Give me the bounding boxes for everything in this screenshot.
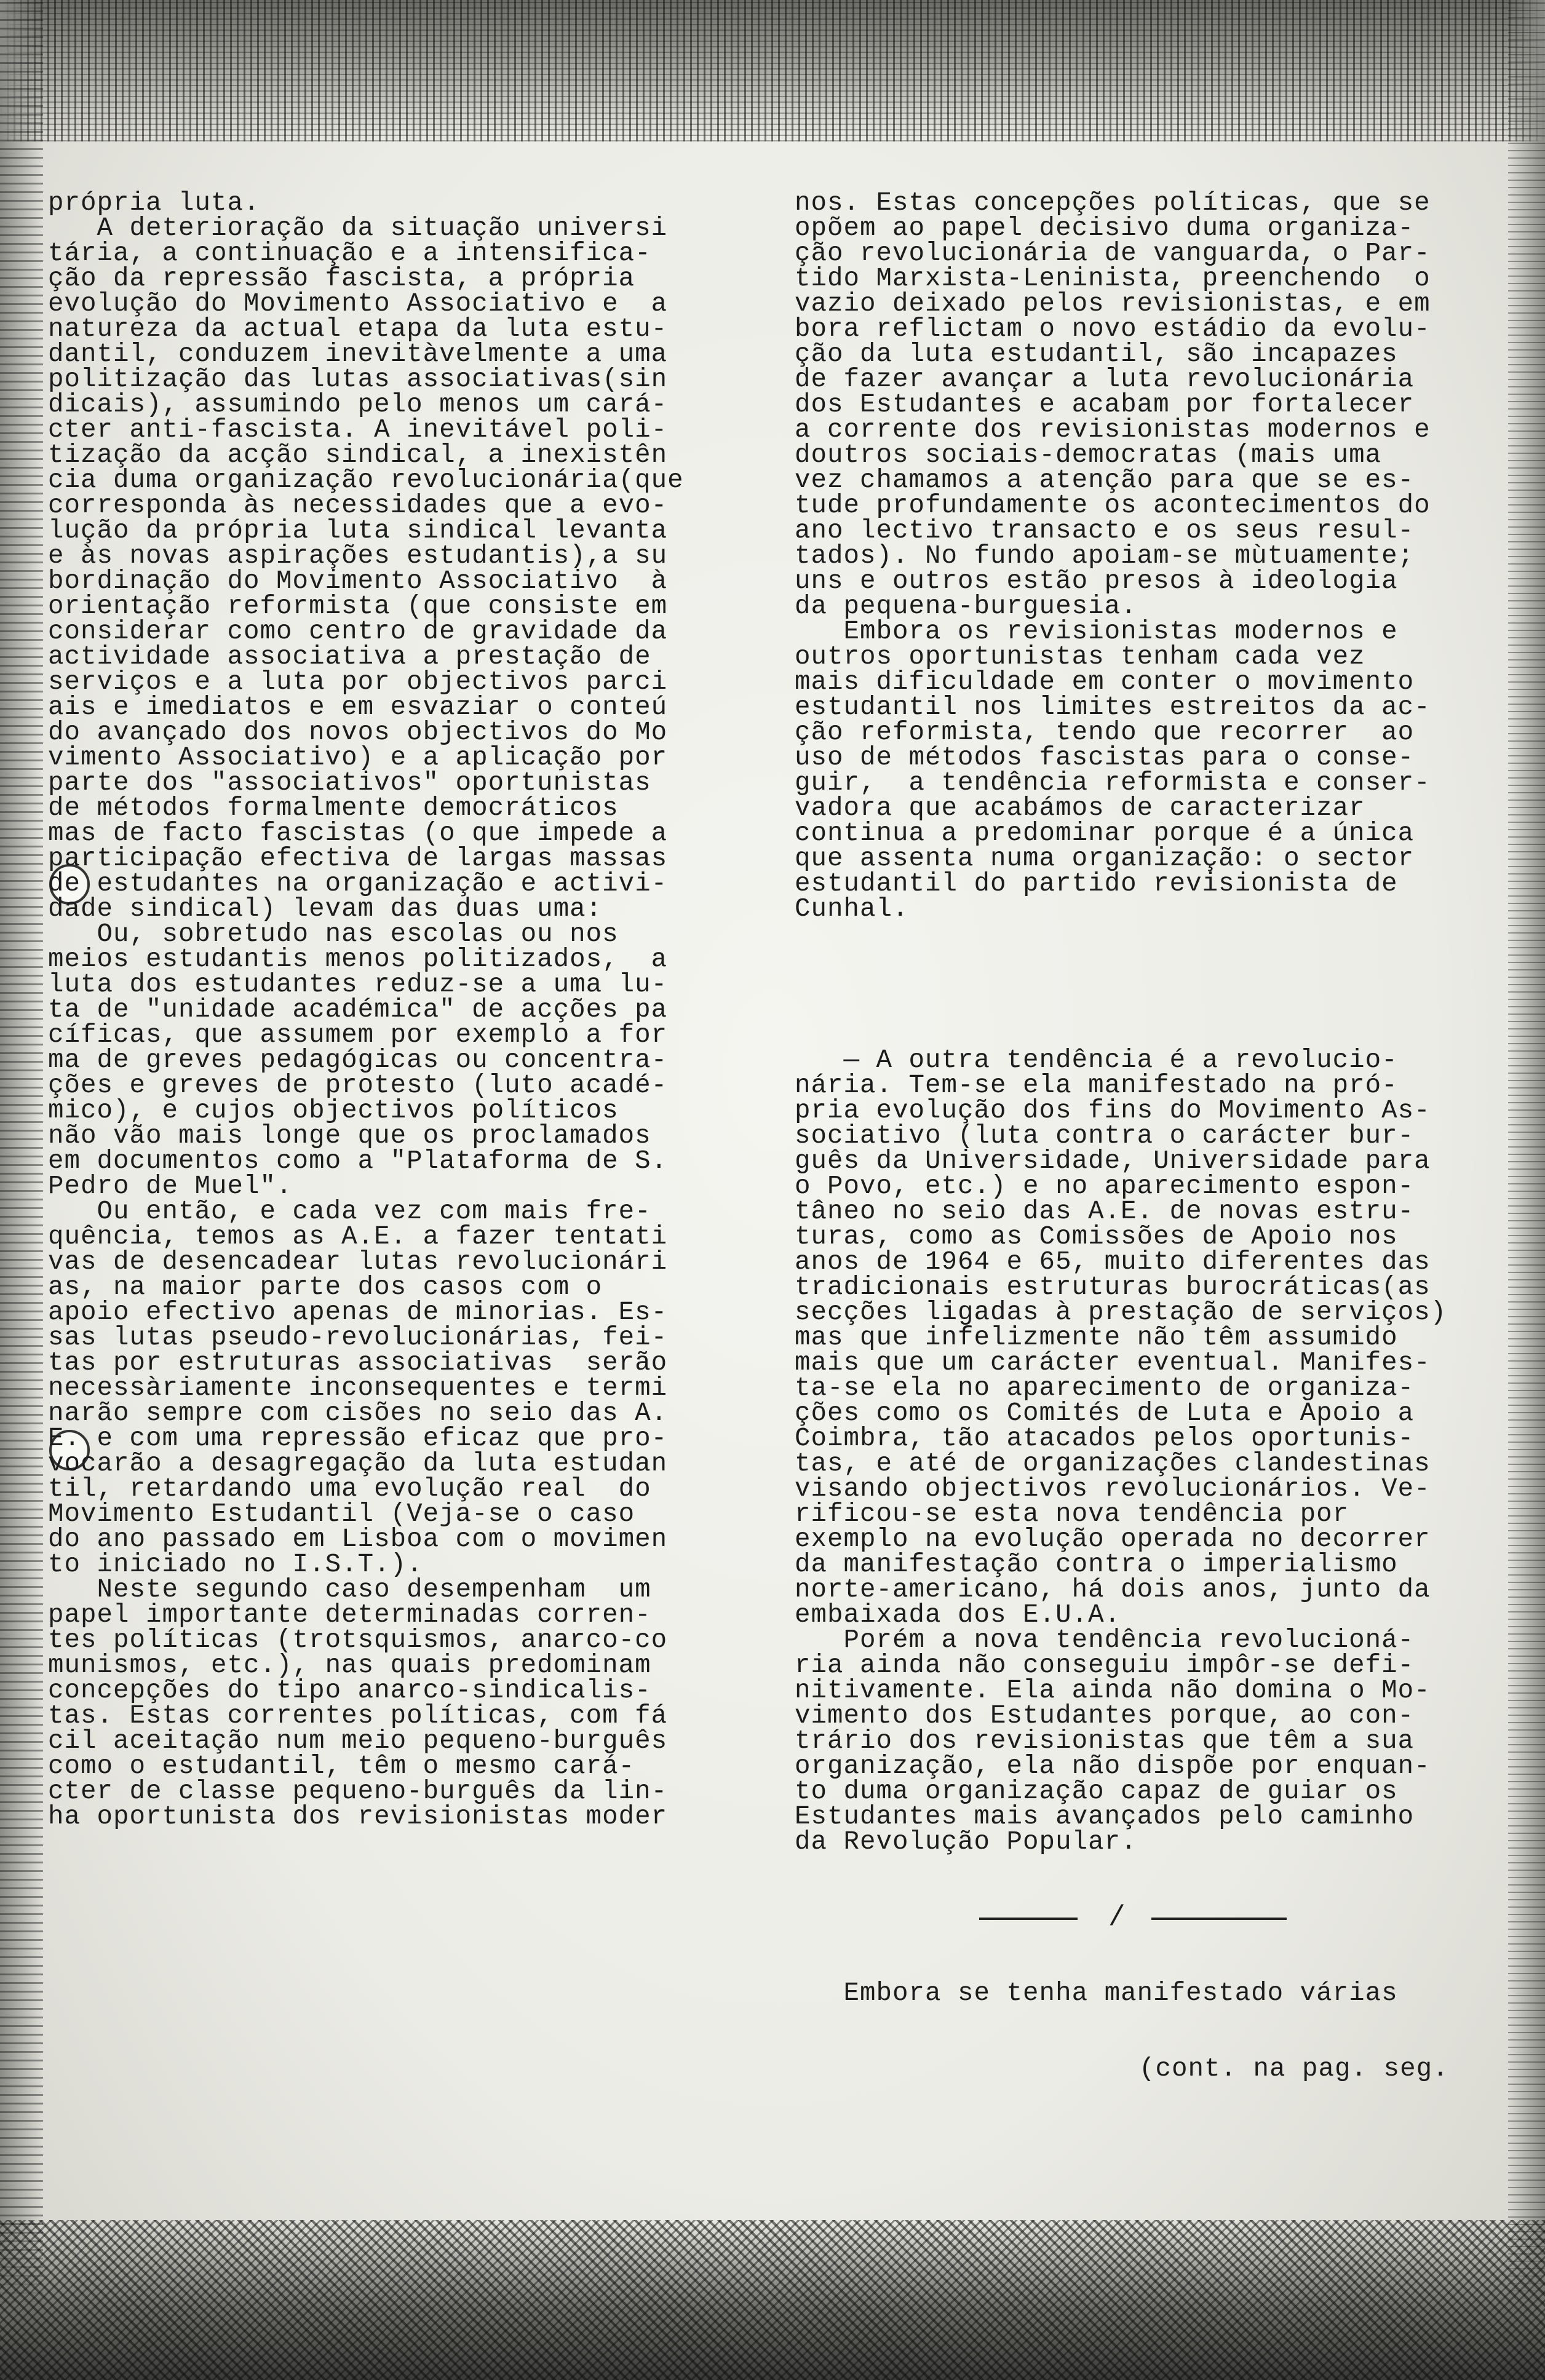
text-line: que assenta numa organização: o sector — [795, 844, 1415, 873]
text-line: uso de métodos fascistas para o conse- — [795, 743, 1415, 772]
text-line: tas. Estas correntes políticas, com fá — [48, 1701, 668, 1731]
text-line: evolução do Movimento Associativo e a — [48, 289, 668, 319]
text-line: uns e outros estão presos à ideologia — [795, 566, 1398, 596]
text-line: ções e greves de protesto (luto acadé- — [48, 1071, 668, 1100]
section-separator — [795, 1902, 1511, 1934]
closing-line: Embora se tenha manifestado várias — [795, 1978, 1398, 2008]
text-line: vimento dos Estudantes porque, ao con- — [795, 1701, 1415, 1731]
text-line: sas lutas pseudo-revolucionárias, fei- — [48, 1323, 668, 1352]
text-line: tido Marxista-Leninista, preenchendo o — [795, 264, 1431, 293]
text-line: embaixada dos E.U.A. — [795, 1600, 1121, 1630]
text-line: não vão mais longe que os proclamados — [48, 1121, 651, 1151]
text-line: luta dos estudantes reduz-se a uma lu- — [48, 970, 668, 999]
text-line: meios estudantis menos politizados, a — [48, 945, 668, 974]
text-line: dicais), assumindo pelo menos um cará- — [48, 390, 668, 419]
text-line: — A outra tendência é a revolucio- — [795, 1045, 1398, 1075]
text-line: tização da acção sindical, a inexistên — [48, 440, 668, 470]
text-line: dantil, conduzem inevitàvelmente a uma — [48, 339, 668, 369]
text-line: Porém a nova tendência revolucioná- — [795, 1625, 1415, 1655]
text-line: como o estudantil, têm o mesmo cará- — [48, 1751, 635, 1781]
text-line: tária, a continuação e a intensifica- — [48, 239, 651, 268]
text-line: parte dos "associativos" oportunistas — [48, 768, 651, 798]
text-line: rificou-se esta nova tendência por — [795, 1499, 1349, 1529]
text-line: em documentos como a "Plataforma de S. — [48, 1146, 668, 1176]
text-line: E. e com uma repressão eficaz que pro- — [48, 1424, 668, 1453]
text-line: mico), e cujos objectivos políticos — [48, 1096, 619, 1125]
text-line: actividade associativa a prestação de — [48, 642, 651, 672]
text-line: exemplo na evolução operada no decorrer — [795, 1525, 1431, 1554]
paragraph-gap — [795, 972, 1511, 998]
text-line: estudantil do partido revisionista de — [795, 869, 1398, 898]
right-column-text-part2 — [795, 1045, 1511, 1857]
text-line: tados). No fundo apoiam-se mùtuamente; — [795, 541, 1415, 571]
text-line: da Revolução Popular. — [795, 1827, 1137, 1857]
text-line: to duma organização capaz de guiar os — [795, 1777, 1398, 1806]
text-line: serviços e a luta por objectivos parci — [48, 667, 668, 697]
text-line: bora reflictam o novo estádio da evolu- — [795, 314, 1431, 344]
text-line: de fazer avançar a luta revolucionária — [795, 365, 1415, 394]
text-line: a corrente dos revisionistas modernos e — [795, 415, 1431, 445]
text-line: ria ainda não conseguiu impôr-se defi- — [795, 1651, 1415, 1680]
text-line: vez chamamos a atenção para que se es- — [795, 466, 1415, 495]
text-line: e às novas aspirações estudantis),a su — [48, 541, 668, 571]
text-line: de métodos formalmente democráticos — [48, 793, 619, 823]
text-line: ção reformista, tendo que recorrer ao — [795, 718, 1415, 747]
text-line: do ano passado em Lisboa com o movimen — [48, 1525, 668, 1554]
text-line: mas que infelizmente não têm assumido — [795, 1323, 1398, 1352]
text-line: guir, a tendência reformista e conser- — [795, 768, 1431, 798]
scan-noise-bottom — [0, 2220, 1545, 2380]
text-line: cter anti-fascista. A inevitável poli- — [48, 415, 668, 445]
text-line: Ou então, e cada vez com mais fre- — [48, 1197, 651, 1226]
text-line: tas por estruturas associativas serão — [48, 1348, 668, 1378]
continuation-note: (cont. na pag. seg. — [1139, 2054, 1449, 2084]
text-line: ta de "unidade académica" de acções pa — [48, 995, 668, 1025]
text-line: nos. Estas concepções políticas, que se — [795, 188, 1431, 218]
text-line: o Povo, etc.) e no aparecimento espon- — [795, 1172, 1415, 1201]
text-line: sociativo (luta contra o carácter bur- — [795, 1121, 1415, 1151]
text-line: norte-americano, há dois anos, junto da — [795, 1575, 1431, 1605]
text-line: concepções do tipo anarco-sindicalis- — [48, 1676, 651, 1705]
separator-line-right — [1151, 1918, 1287, 1920]
text-line: estudantil nos limites estreitos da ac- — [795, 692, 1431, 722]
text-line: ais e imediatos e em esvaziar o conteú — [48, 692, 668, 722]
left-column-text — [48, 188, 765, 1831]
text-line: narão sempre com cisões no seio das A. — [48, 1398, 668, 1428]
text-line: trário dos revisionistas que têm a sua — [795, 1726, 1415, 1756]
text-line: munismos, etc.), nas quais predominam — [48, 1651, 651, 1680]
text-line: tes políticas (trotsquismos, anarco-co — [48, 1625, 668, 1655]
text-line: cter de classe pequeno-burguês da lin- — [48, 1777, 668, 1806]
text-line: as, na maior parte dos casos com o — [48, 1272, 603, 1302]
text-line: turas, como as Comissões de Apoio nos — [795, 1222, 1398, 1251]
text-line: ções como os Comités de Luta e Apoio a — [795, 1398, 1415, 1428]
text-line: Cunhal. — [795, 894, 909, 924]
text-line: doutros sociais-democratas (mais uma — [795, 440, 1382, 470]
text-line: vadora que acabámos de caracterizar — [795, 793, 1365, 823]
text-line: mais dificuldade em conter o movimento — [795, 667, 1415, 697]
text-line: tas, e até de organizações clandestinas — [795, 1449, 1431, 1478]
text-line: ta-se ela no aparecimento de organiza- — [795, 1373, 1415, 1403]
text-line: cil aceitação num meio pequeno-burguês — [48, 1726, 668, 1756]
text-line: secções ligadas à prestação de serviços) — [795, 1298, 1447, 1327]
text-line: ção da repressão fascista, a própria — [48, 264, 635, 293]
scan-noise-left — [0, 0, 43, 2380]
text-line: continua a predominar porque é a única — [795, 819, 1415, 848]
right-column — [795, 140, 1511, 2132]
text-line: cíficas, que assumem por exemplo a for — [48, 1020, 668, 1050]
text-line: ção revolucionária de vanguarda, o Par- — [795, 239, 1431, 268]
text-line: participação efectiva de largas massas — [48, 844, 668, 873]
text-line: dade sindical) levam das duas uma: — [48, 894, 603, 924]
text-line: de estudantes na organização e activi- — [48, 869, 668, 898]
text-line: vimento Associativo) e a aplicação por — [48, 743, 668, 772]
text-line: papel importante determinadas corren- — [48, 1600, 651, 1630]
text-line: til, retardando uma evolução real do — [48, 1474, 651, 1504]
scan-noise-top — [0, 0, 1545, 141]
text-line: visando objectivos revolucionários. Ve- — [795, 1474, 1431, 1504]
text-line: to iniciado no I.S.T.). — [48, 1550, 423, 1579]
text-line: vazio deixado pelos revisionistas, e em — [795, 289, 1431, 319]
text-line: tâneo no seio das A.E. de novas estru- — [795, 1197, 1415, 1226]
text-line: Embora os revisionistas modernos e — [795, 617, 1398, 646]
text-line: da pequena-burguesia. — [795, 592, 1137, 621]
text-line: ção da luta estudantil, são incapazes — [795, 339, 1398, 369]
separator-line-left — [979, 1918, 1078, 1920]
separator-slash: / — [1108, 1902, 1126, 1934]
text-line: nitivamente. Ela ainda não domina o Mo- — [795, 1676, 1431, 1705]
text-line: nária. Tem-se ela manifestado na pró- — [795, 1071, 1398, 1100]
text-line: dos Estudantes e acabam por fortalecer — [795, 390, 1415, 419]
text-line: tude profundamente os acontecimentos do — [795, 491, 1431, 520]
text-line: mais que um carácter eventual. Manifes- — [795, 1348, 1431, 1378]
text-line: guês da Universidade, Universidade para — [795, 1146, 1431, 1176]
text-line: própria luta. — [48, 188, 260, 218]
scan-noise-right — [1508, 0, 1545, 2380]
text-line: Movimento Estudantil (Veja-se o caso — [48, 1499, 635, 1529]
text-line: opõem ao papel decisivo duma organiza- — [795, 213, 1415, 243]
text-line: necessàriamente inconsequentes e termi — [48, 1373, 668, 1403]
text-line: Pedro de Muel". — [48, 1172, 293, 1201]
text-line: pria evolução dos fins do Movimento As- — [795, 1096, 1431, 1125]
text-line: vocarão a desagregação da luta estudan — [48, 1449, 668, 1478]
text-line: lução da própria luta sindical levanta — [48, 516, 668, 545]
text-line: da manifestação contra o imperialismo — [795, 1550, 1398, 1579]
text-line: natureza da actual etapa da luta estu- — [48, 314, 668, 344]
text-line: cia duma organização revolucionária(que — [48, 466, 684, 495]
right-column-text-part1 — [795, 188, 1511, 924]
text-line: ano lectivo transacto e os seus resul- — [795, 516, 1415, 545]
text-line: Ou, sobretudo nas escolas ou nos — [48, 919, 619, 949]
left-column — [48, 140, 765, 1880]
text-line: outros oportunistas tenham cada vez — [795, 642, 1365, 672]
text-line: organização, ela não dispõe por enquan- — [795, 1751, 1431, 1781]
text-line: ha oportunista dos revisionistas moder — [48, 1802, 668, 1831]
text-line: Neste segundo caso desempenham um — [48, 1575, 651, 1605]
text-line: bordinação do Movimento Associativo à — [48, 566, 668, 596]
text-line: Coimbra, tão atacados pelos oportunis- — [795, 1424, 1415, 1453]
text-line: orientação reformista (que consiste em — [48, 592, 668, 621]
text-line: considerar como centro de gravidade da — [48, 617, 668, 646]
text-line: corresponda às necessidades que a evo- — [48, 491, 668, 520]
text-line: do avançado dos novos objectivos do Mo — [48, 718, 668, 747]
text-line: A deterioração da situação universi — [48, 213, 668, 243]
text-line: mas de facto fascistas (o que impede a — [48, 819, 668, 848]
text-line: apoio efectivo apenas de minorias. Es- — [48, 1298, 668, 1327]
text-line: politização das lutas associativas(sin — [48, 365, 668, 394]
text-line: ma de greves pedagógicas ou concentra- — [48, 1045, 668, 1075]
text-line: quência, temos as A.E. a fazer tentati — [48, 1222, 668, 1251]
text-line: vas de desencadear lutas revolucionári — [48, 1247, 668, 1277]
text-line: tradicionais estruturas burocráticas(as — [795, 1272, 1431, 1302]
text-line: Estudantes mais avançados pelo caminho — [795, 1802, 1415, 1831]
text-line: anos de 1964 e 65, muito diferentes das — [795, 1247, 1431, 1277]
